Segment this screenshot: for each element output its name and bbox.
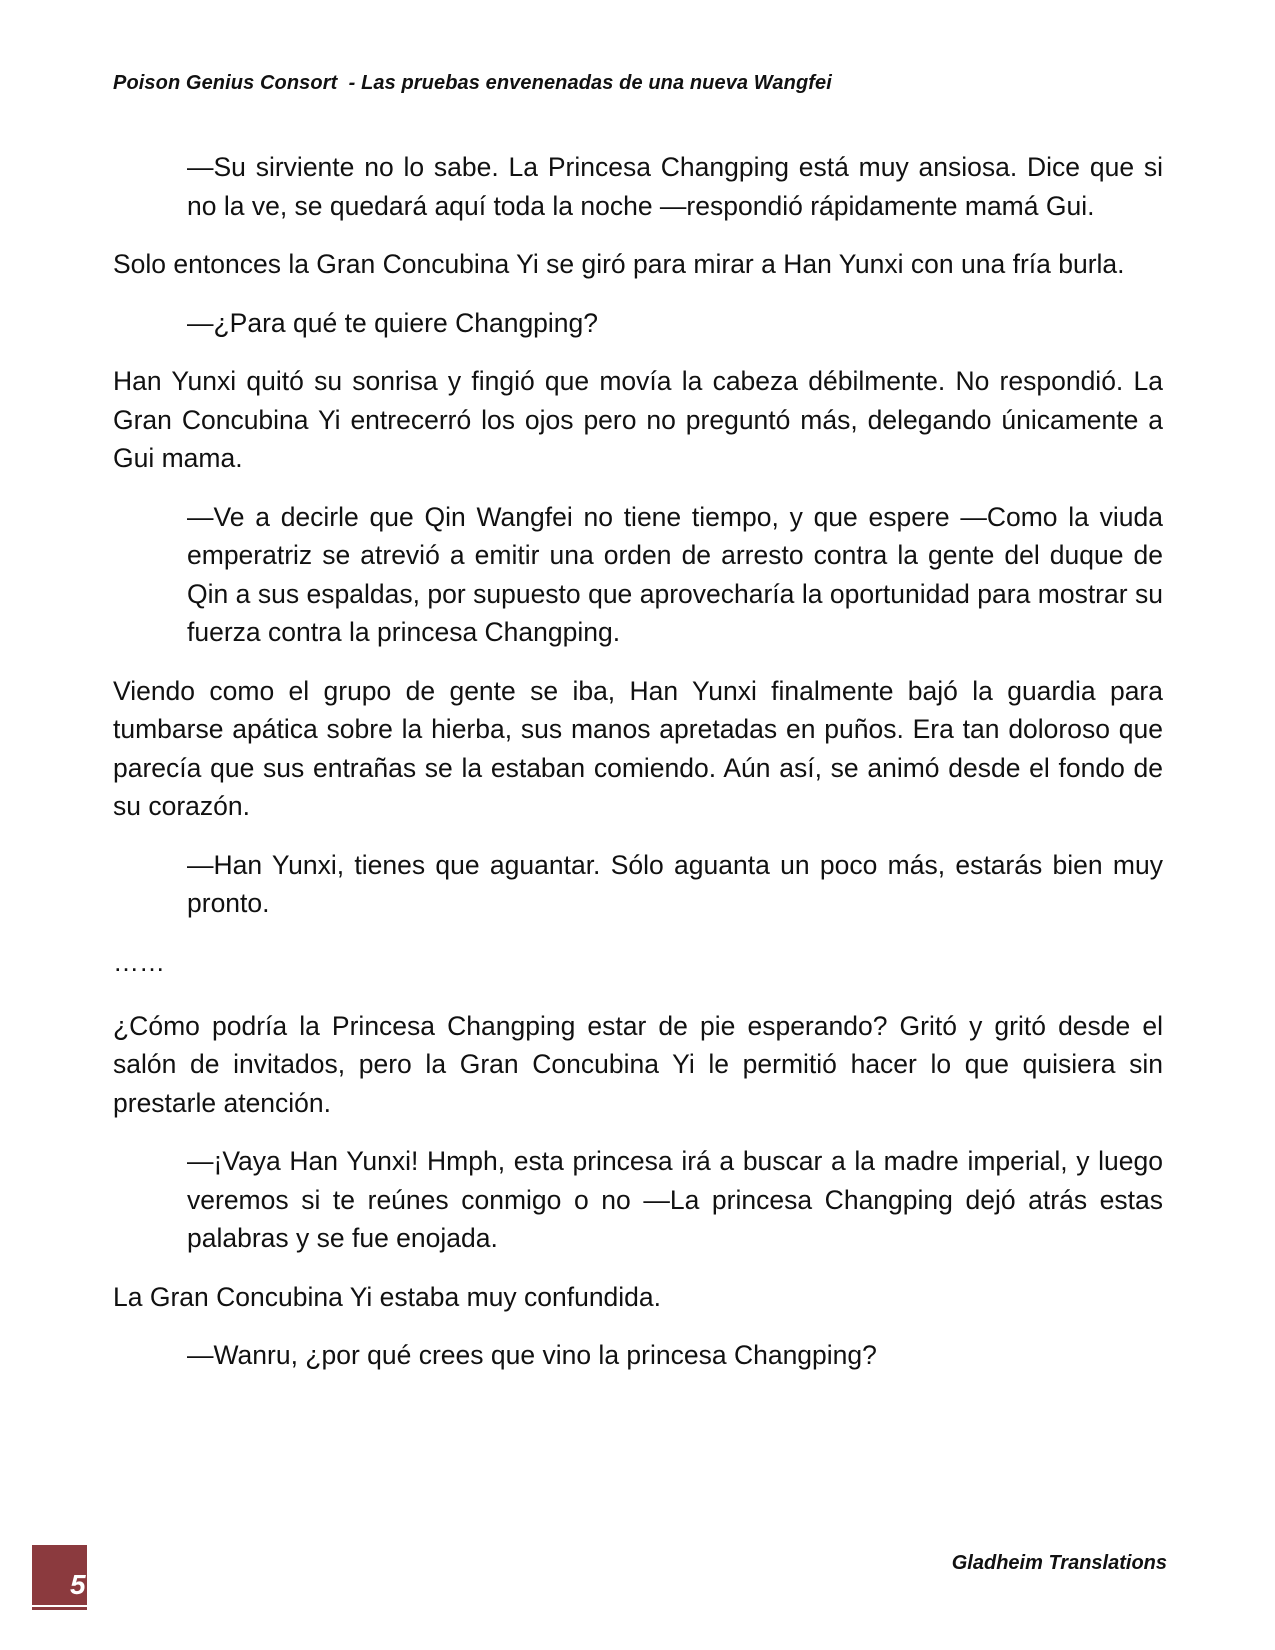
paragraph-dialogue: —¿Para qué te quiere Changping?	[187, 307, 599, 338]
scene-separator: ……	[113, 946, 165, 977]
page-header-title: Poison Genius Consort - Las pruebas envenenadas de una nueva Wangfei	[113, 72, 832, 94]
paragraph-narration: La Gran Concubina Yi estaba muy confundida.	[113, 1281, 662, 1312]
paragraph-narration: ¿Cómo podría la Princesa Changping estar de pie esperando? Gritó y gritó desde el salón de invitados, pero la Gran Concubina Yi le permitió hacer lo que quisiera sin prestarle atención.	[113, 1010, 1163, 1118]
page-number: 5	[70, 1569, 86, 1600]
footer-credit: Gladheim Translations	[951, 1552, 1167, 1574]
page-number-underline	[32, 1607, 87, 1610]
paragraph-narration: Solo entonces la Gran Concubina Yi se giró para mirar a Han Yunxi con una fría burla.	[113, 249, 1125, 279]
paragraph-dialogue: —Su sirviente no lo sabe. La Princesa Changping está muy ansiosa. Dice que si no la ve, se quedará aquí toda la noche —respondió rápidamente mamá Gui.	[187, 152, 1163, 221]
paragraph-dialogue: —Han Yunxi, tienes que aguantar. Sólo aguanta un poco más, estarás bien muy pronto.	[187, 849, 1163, 918]
paragraph-dialogue: —¡Vaya Han Yunxi! Hmph, esta princesa irá a buscar a la madre imperial, y luego veremos si te reúnes conmigo o no —La princesa Changping dejó atrás estas palabras y se fue enojada.	[187, 1146, 1163, 1253]
paragraph-narration: Han Yunxi quitó su sonrisa y fingió que movía la cabeza débilmente. No respondió. La Gran Concubina Yi entrecerró los ojos pero no preguntó más, delegando únicamente a Gui mama.	[113, 366, 1163, 473]
paragraph-narration: Viendo como el grupo de gente se iba, Han Yunxi finalmente bajó la guardia para tumbarse apática sobre la hierba, sus manos apretadas en puños. Era tan doloroso que parecía que sus entrañas se la estaban comiendo. Aún así, se animó desde el fondo de su corazón.	[113, 675, 1163, 821]
paragraph-dialogue: —Wanru, ¿por qué crees que vino la princesa Changping?	[187, 1340, 877, 1370]
paragraph-dialogue: —Ve a decirle que Qin Wangfei no tiene tiempo, y que espere —Como la viuda emperatriz se atrevió a emitir una orden de arresto contra la gente del duque de Qin a sus espaldas, por supuesto que aprovecharía la oportunidad para mostrar su fuerza contra la princesa Changping.	[187, 501, 1163, 647]
document-body	[113, 148, 1163, 1395]
